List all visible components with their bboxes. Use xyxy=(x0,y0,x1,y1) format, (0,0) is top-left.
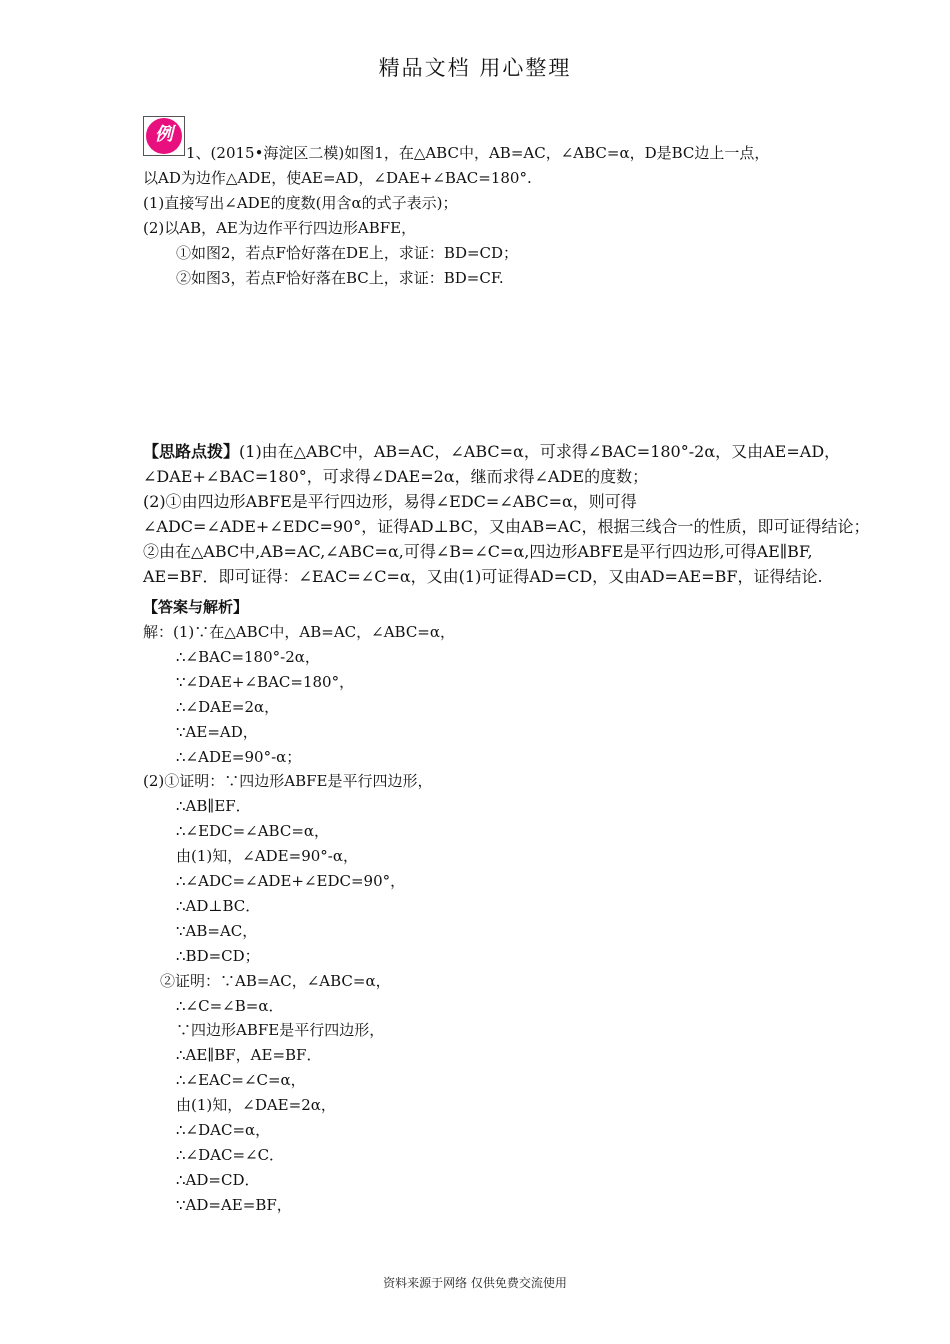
page-header: 精品文档 用心整理 xyxy=(378,56,572,80)
answer-line-5: ∵AE=AD， xyxy=(176,723,258,741)
question-line-6: ②如图3，若点F恰好落在BC上，求证：BD=CF. xyxy=(176,269,504,287)
hint-line-5: ②由在△ABC中,AB=AC,∠ABC=α,可得∠B=∠C=α,四边形ABFE是平行四边形,可得AE∥BF, xyxy=(143,542,813,561)
answer-line-20: 由(1)知，∠DAE=2α， xyxy=(176,1096,336,1114)
question-line-2: 以AD为边作△ADE，使AE=AD，∠DAE+∠BAC=180°. xyxy=(143,169,532,187)
answer-line-17: ∵四边形ABFE是平行四边形， xyxy=(176,1021,385,1039)
answer-line-9: ∴∠EDC=∠ABC=α， xyxy=(176,822,330,840)
answer-line-22: ∴∠DAC=∠C． xyxy=(176,1146,285,1164)
hint-line-2: ∠DAE+∠BAC=180°，可求得∠DAE=2α，继而求得∠ADE的度数； xyxy=(143,467,649,486)
answer-line-11: ∴∠ADC=∠ADE+∠EDC=90°， xyxy=(176,872,406,890)
page-footer: 资料来源于网络 仅供免费交流使用 xyxy=(383,1276,567,1290)
answer-line-15: ②证明：∵AB=AC，∠ABC=α， xyxy=(160,972,391,990)
answer-line-14: ∴BD=CD； xyxy=(176,947,260,965)
question-line-1: 1、(2015•海淀区二模)如图1，在△ABC中，AB=AC，∠ABC=α，D是BC边上一点， xyxy=(186,144,770,162)
answer-line-4: ∴∠DAE=2α， xyxy=(176,698,280,716)
answer-line-18: ∴AE∥BF，AE=BF． xyxy=(176,1046,322,1064)
answer-line-6: ∴∠ADE=90°-α； xyxy=(176,748,302,766)
hint-text-1: (1)由在△ABC中，AB=AC，∠ABC=α，可求得∠BAC=180°-2α，又由AE=AD， xyxy=(239,442,841,461)
answer-line-3: ∵∠DAE+∠BAC=180°， xyxy=(176,673,355,691)
hint-line-3: (2)①由四边形ABFE是平行四边形，易得∠EDC=∠ABC=α，则可得 xyxy=(143,492,637,511)
question-line-5: ①如图2，若点F恰好落在DE上，求证：BD=CD； xyxy=(176,244,519,262)
answer-line-19: ∴∠EAC=∠C=α， xyxy=(176,1071,306,1089)
answer-line-23: ∴AD=CD． xyxy=(176,1171,260,1189)
question-line-4: (2)以AB，AE为边作平行四边形ABFE， xyxy=(143,219,417,237)
example-badge xyxy=(143,116,185,156)
hint-line-1 xyxy=(143,442,840,462)
answer-heading: 【答案与解析】 xyxy=(143,598,249,616)
answer-line-13: ∵AB=AC， xyxy=(176,922,258,940)
answer-line-21: ∴∠DAC=α， xyxy=(176,1121,271,1139)
question-line-3: (1)直接写出∠ADE的度数(用含α的式子表示)； xyxy=(143,194,458,212)
answer-line-1: 解：(1)∵在△ABC中，AB=AC，∠ABC=α， xyxy=(143,623,456,641)
answer-line-7: (2)①证明：∵四边形ABFE是平行四边形， xyxy=(143,772,433,790)
answer-line-10: 由(1)知，∠ADE=90°-α， xyxy=(176,847,358,865)
answer-line-24: ∵AD=AE=BF， xyxy=(176,1196,292,1214)
hint-line-6: AE=BF．即可证得：∠EAC=∠C=α，又由(1)可证得AD=CD，又由AD=AE=BF，证得结论. xyxy=(143,567,823,586)
answer-line-2: ∴∠BAC=180°-2α， xyxy=(176,648,320,666)
answer-line-12: ∴AD⊥BC． xyxy=(176,897,261,915)
hint-line-4: ∠ADC=∠ADE+∠EDC=90°，证得AD⊥BC，又由AB=AC，根据三线合一的性质，即可证得结论； xyxy=(143,517,870,536)
example-icon: 例 xyxy=(146,118,182,154)
answer-line-16: ∴∠C=∠B=α． xyxy=(176,997,284,1015)
answer-line-8: ∴AB∥EF． xyxy=(176,797,251,815)
hint-heading: 【思路点拨】 xyxy=(143,442,240,461)
